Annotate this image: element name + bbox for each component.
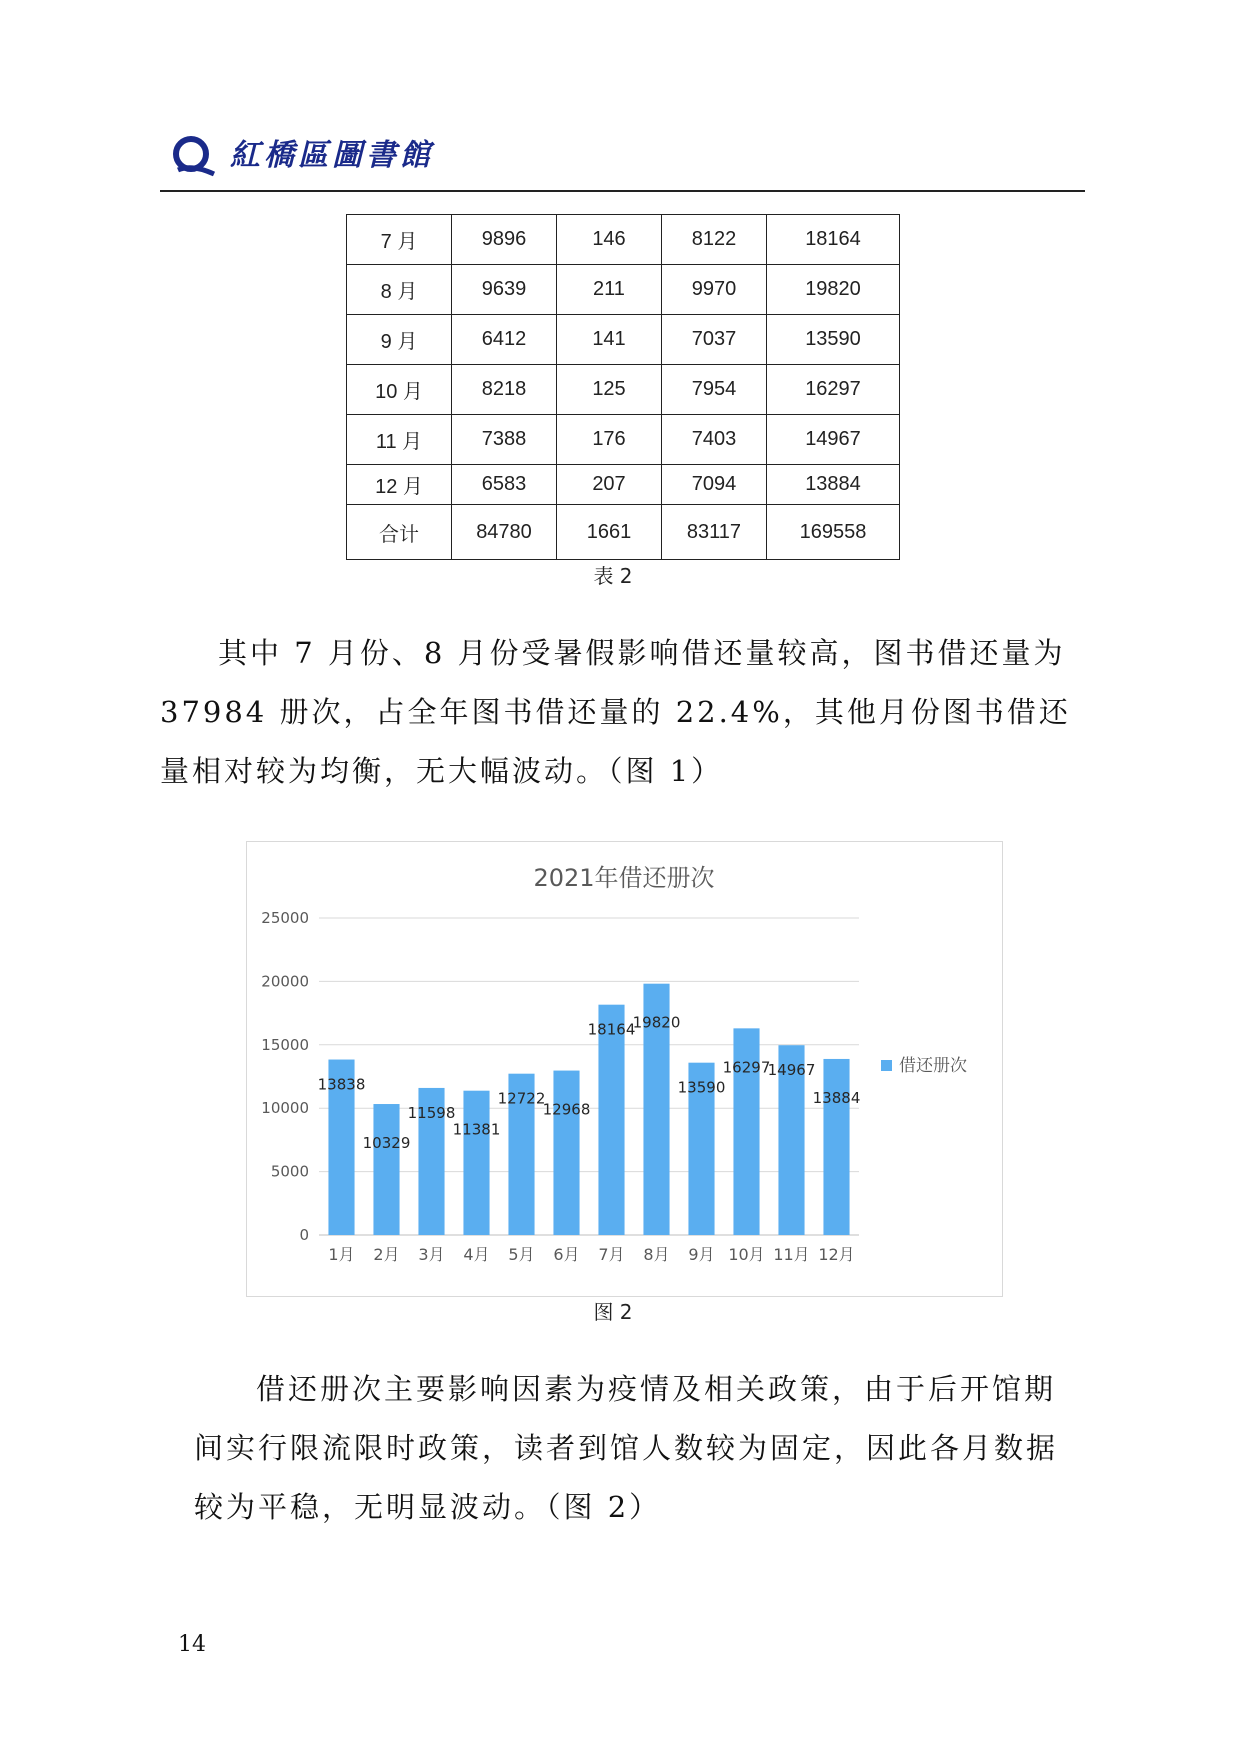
table-cell: 9639: [452, 265, 557, 315]
data-label: 14967: [767, 1061, 816, 1080]
x-tick-label: 1月: [328, 1245, 355, 1264]
x-tick-label: 5月: [508, 1245, 535, 1264]
table-cell: 19820: [767, 265, 900, 315]
chart-title: 2021年借还册次: [533, 864, 715, 892]
legend-label: 借还册次: [899, 1056, 967, 1076]
table-cell: 7094: [662, 465, 767, 505]
data-label: 13884: [812, 1088, 861, 1107]
data-label: 11598: [407, 1103, 456, 1122]
x-tick-label: 10月: [728, 1245, 765, 1264]
table-row: [347, 465, 900, 505]
x-tick-label: 6月: [553, 1245, 580, 1264]
bar-4: [463, 1091, 489, 1235]
table-cell: 7388: [452, 415, 557, 465]
bar-2: [373, 1104, 399, 1235]
table-cell: 9896: [452, 215, 557, 265]
table-cell: 1661: [557, 505, 662, 560]
y-tick-label: 5000: [270, 1162, 309, 1181]
table-row-label: 7 月: [347, 215, 452, 265]
table-row: [347, 415, 900, 465]
table-cell: 207: [557, 465, 662, 505]
page-header: [160, 128, 1085, 192]
y-tick-label: 20000: [261, 972, 309, 991]
table-cell: 14967: [767, 415, 900, 465]
y-tick-label: 0: [299, 1226, 309, 1244]
paragraph-analysis: 借还册次主要影响因素为疫情及相关政策，由于后开馆期间实行限流限时政策，读者到馆人数较为固定，因此各月数据较为平稳，无明显波动。（图 2）: [194, 1372, 1059, 1524]
table-cell: 18164: [767, 215, 900, 265]
table-cell: 16297: [767, 365, 900, 415]
table-cell: 8218: [452, 365, 557, 415]
table-row-label: 12 月: [347, 465, 452, 505]
x-tick-label: 12月: [818, 1245, 855, 1264]
chart-canvas: [247, 842, 1002, 1296]
table-cell: 84780: [452, 505, 557, 560]
paragraph-summary: 其中 7 月份、8 月份受暑假影响借还量较高，图书借还量为 37984 册次，占全年图书借还量的 22.4%，其他月份图书借还量相对较为均衡，无大幅波动。（图 1）: [160, 636, 1071, 788]
table-cell: 9970: [662, 265, 767, 315]
page-number: 14: [178, 1632, 206, 1657]
y-tick-label: 25000: [261, 909, 309, 927]
table-cell: 7403: [662, 415, 767, 465]
table-cell: 7037: [662, 315, 767, 365]
x-tick-label: 9月: [688, 1245, 715, 1264]
borrow-return-table: [346, 214, 900, 560]
table-cell: 13884: [767, 465, 900, 505]
table-row: [347, 265, 900, 315]
table-cell: 141: [557, 315, 662, 365]
legend-swatch: [881, 1060, 892, 1071]
data-label: 13838: [317, 1075, 366, 1094]
y-tick-label: 15000: [261, 1035, 309, 1054]
data-label: 10329: [362, 1134, 411, 1153]
table-row: [347, 315, 900, 365]
table-row: [347, 505, 900, 560]
x-tick-label: 4月: [463, 1245, 490, 1264]
table-cell: 169558: [767, 505, 900, 560]
x-tick-label: 8月: [643, 1245, 670, 1264]
table-cell: 176: [557, 415, 662, 465]
table-cell: 125: [557, 365, 662, 415]
bar-7: [598, 1005, 624, 1235]
table-row: [347, 215, 900, 265]
data-label: 18164: [587, 1020, 636, 1039]
data-label: 12968: [542, 1100, 591, 1119]
table-row: [347, 365, 900, 415]
table-row-label: 合计: [347, 505, 452, 560]
table-cell: 146: [557, 215, 662, 265]
x-tick-label: 2月: [373, 1245, 400, 1264]
data-label: 19820: [632, 1013, 681, 1032]
bar-6: [553, 1071, 579, 1235]
table-cell: 13590: [767, 315, 900, 365]
data-label: 16297: [722, 1058, 771, 1077]
table-row-label: 10 月: [347, 365, 452, 415]
table-cell: 8122: [662, 215, 767, 265]
table-cell: 6583: [452, 465, 557, 505]
data-label: 13590: [677, 1078, 726, 1097]
y-tick-label: 10000: [261, 1099, 309, 1118]
chart-caption: 图 2: [593, 1300, 633, 1324]
x-tick-label: 3月: [418, 1245, 445, 1264]
data-label: 12722: [497, 1089, 546, 1108]
table-cell: 7954: [662, 365, 767, 415]
table-cell: 83117: [662, 505, 767, 560]
borrow-chart: [246, 841, 1003, 1297]
data-label: 11381: [452, 1120, 501, 1139]
x-tick-label: 7月: [598, 1245, 625, 1264]
x-tick-label: 11月: [773, 1245, 810, 1264]
bar-12: [823, 1059, 849, 1235]
table-caption: 表 2: [593, 564, 633, 588]
table-row-label: 9 月: [347, 315, 452, 365]
library-name: 紅橋區圖書館: [230, 138, 434, 173]
table-cell: 6412: [452, 315, 557, 365]
library-logo-icon: [170, 134, 216, 178]
table-row-label: 8 月: [347, 265, 452, 315]
table-row-label: 11 月: [347, 415, 452, 465]
table-cell: 211: [557, 265, 662, 315]
